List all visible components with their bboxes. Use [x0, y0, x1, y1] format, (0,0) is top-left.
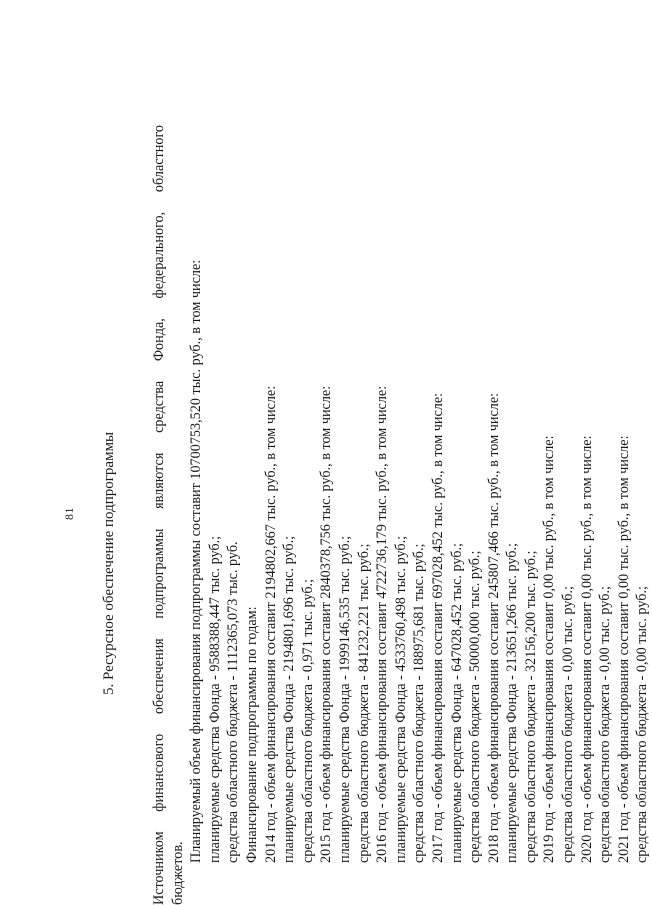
section-body: [150, 125, 652, 905]
section-heading: 5. Ресурсное обеспечение подпрограммы: [101, 431, 117, 695]
text-line: 2015 год - объем финансирования составит 2840378,756 тыс. руб., в том числе:: [318, 385, 335, 863]
intro-paragraph-tail: бюджетов.: [169, 841, 186, 905]
text-line: средства областного бюджета - 0,00 тыс. руб.;: [560, 586, 577, 863]
text-line: 2019 год - объем финансирования составит 0,00 тыс. руб., в том числе:: [541, 435, 558, 863]
text-line: Финансирование подпрограммы по годам:: [243, 606, 260, 863]
text-line: средства областного бюджета - 0,00 тыс. руб.;: [634, 586, 651, 863]
text-line: планируемые средства Фонда - 1999146,535 тыс. руб.;: [336, 535, 353, 863]
text-line: средства областного бюджета - 0,00 тыс. руб.;: [597, 586, 614, 863]
text-line: средства областного бюджета - 50000,000 тыс. руб.;: [467, 550, 484, 863]
text-line: планируемые средства Фонда - 647028,452 тыс. руб.;: [448, 542, 465, 863]
text-line: планируемые средства Фонда - 213651,266 тыс. руб.;: [504, 542, 521, 863]
page-number: 81: [62, 507, 76, 520]
text-line: планируемые средства Фонда - 2194801,696 тыс. руб.;: [281, 535, 298, 863]
text-line: планируемые средства Фонда - 9588388,447 тыс. руб.;: [206, 535, 223, 863]
text-line: 2020 год - объем финансирования составит 0,00 тыс. руб., в том числе:: [578, 435, 595, 863]
text-line: средства областного бюджета - 0,971 тыс. руб.;: [299, 578, 316, 863]
text-line: средства областного бюджета - 1112365,073 тыс. руб.: [225, 541, 242, 863]
text-line: средства областного бюджета - 32156,200 тыс. руб.;: [522, 550, 539, 863]
text-line: Планируемый объем финансирования подпрограммы составит 10700753,520 тыс. руб., в том числе:: [188, 259, 205, 863]
text-line: средства областного бюджета - 841232,221 тыс. руб.;: [355, 543, 372, 863]
text-line: средства областного бюджета - 188975,681 тыс. руб.;: [411, 543, 428, 863]
text-line: 2018 год - объем финансирования составит 245807,466 тыс. руб., в том числе:: [485, 392, 502, 863]
text-line: 2021 год - объем финансирования составит 0,00 тыс. руб., в том числе:: [615, 435, 632, 863]
text-line: планируемые средства Фонда - 4533760,498 тыс. руб.;: [392, 535, 409, 863]
text-line: 2014 год - объем финансирования составит 2194802,667 тыс. руб., в том числе:: [262, 385, 279, 863]
text-line: 2017 год - объем финансирования составит 697028,452 тыс. руб., в том числе:: [429, 392, 446, 863]
rotated-sheet: [60, 125, 651, 905]
text-line: 2016 год - объем финансирования составит 4722736,179 тыс. руб., в том числе:: [374, 385, 391, 863]
intro-paragraph: Источником финансового обеспечения подпрограммы являются средства Фонда, федерального, областного: [151, 125, 167, 905]
